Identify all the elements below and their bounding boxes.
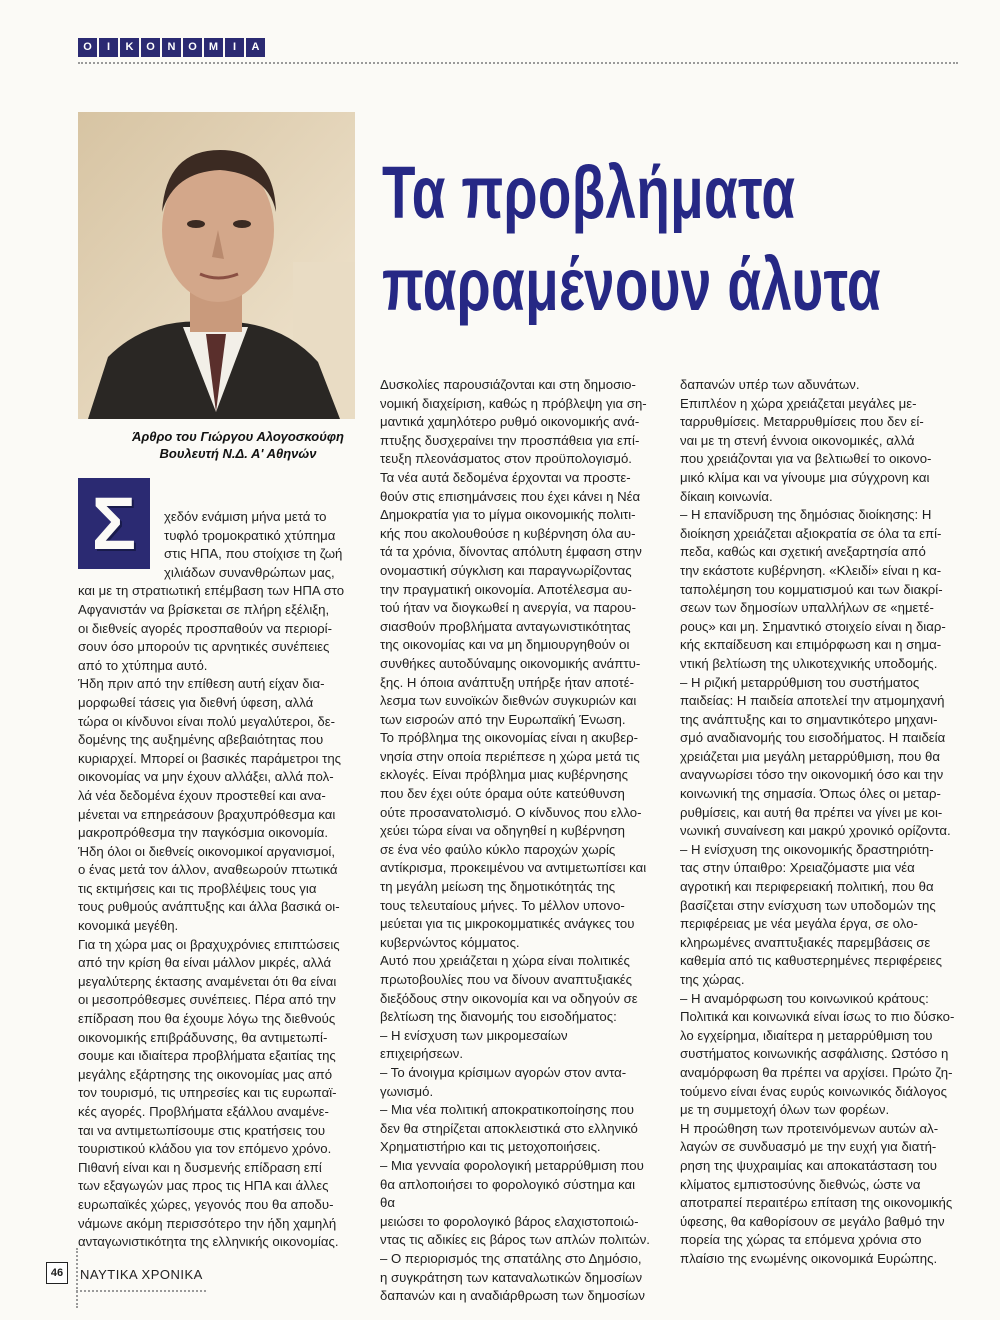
text-line: κλίματος εμπιστοσύνης διεθνώς, ώστε να (680, 1176, 921, 1192)
text-line: ται να αντιμετωπίσουμε στις κρατήσεις του (78, 1122, 326, 1138)
text-line: μένεται να επηρεάσουν βραχυπρόθεσμα και (78, 806, 336, 822)
text-line: μικό κλίμα και να γίνουμε μια σύγχρονη και (680, 469, 930, 485)
text-line: ευρωπαϊκές χώρες, γεγονός που θα αποδυ- (78, 1196, 334, 1212)
text-line: νάμωνε ακόμη περισσότερο την ήδη χαμηλή (78, 1215, 337, 1231)
text-line: κονομικά μεγέθη. (78, 918, 179, 934)
text-line: κληρωμένες αναπτυξιακές παρεμβάσεις σε (680, 934, 931, 950)
text-line: ρηση της ψυχραιμίας και αποκατάσταση του (680, 1157, 938, 1173)
section-letter: Ν (162, 38, 181, 57)
section-letter: Ο (141, 38, 160, 57)
text-line: – Η αναμόρφωση του κοινωνικού κράτους: (680, 990, 929, 1006)
text-line: αντίκρισμα, προκειμένου να αντιμετωπίσει και (380, 860, 647, 876)
portrait-image (78, 112, 355, 419)
column-1-body (78, 582, 350, 1251)
text-line: Ήδη πριν από την επίθεση αυτή είχαν δια- (78, 676, 325, 692)
text-line: βασίζεται στην ενίσχυση των υποδομών της (680, 897, 936, 913)
text-line: τούμενο είναι ένας ευρύς κοινωνικός διάλογος (680, 1083, 948, 1099)
text-line: ύφεσης, θα καθορίσουν σε μεγάλο βαθμό την (680, 1213, 945, 1229)
text-line: σε ένα νέο φαύλο κύκλο παροχών χωρίς (380, 841, 616, 857)
text-line: παιδείας: Η παιδεία αποτελεί την ατμομηχανή (680, 693, 945, 709)
text-line: Επιπλέον η χώρα χρειάζεται μεγάλες με- (680, 395, 917, 411)
caption-author: Άρθρο του Γιώργου Αλογοσκούφη (131, 429, 344, 444)
section-letter: Ι (225, 38, 244, 57)
text-line: επίδραση που θα έχουμε λόγω της διεθνούς (78, 1011, 336, 1027)
text-line: την εκάστοτε κυβέρνηση. «Κλειδί» είναι η κα- (680, 562, 942, 578)
text-line: ονομαστική σύγκλιση και παραγνωρίζοντας (380, 562, 632, 578)
article-caption (78, 428, 398, 462)
text-line: βελτίωση της διανομής του εισοδήματος: (380, 1009, 617, 1025)
text-line: τις εκτιμήσεις και τις προβλέψεις τους για (78, 880, 317, 896)
text-line: τουριστικού κλάδου για τον επόμενο χρόνο. (78, 1141, 332, 1157)
text-line: πορεία της χώρας τα επόμενα χρόνια στο (680, 1232, 922, 1248)
caption-title: Βουλευτή Ν.Δ. Α' Αθηνών (159, 446, 317, 461)
text-line: μαντικά χαμηλότερο ρυθμό οικονομικής ανά- (380, 414, 640, 430)
text-line: Πιθανή είναι και η δυσμενής επίδραση επί (78, 1159, 322, 1175)
text-line: πλαίσιο της ενωμένης οικονομικά Ευρώπης. (680, 1250, 938, 1266)
text-line: σουμε και ιδιαίτερα προβλήματα εξαιτίας της (78, 1048, 336, 1064)
text-column-2 (380, 376, 650, 1306)
text-line: σουν όσο μπορούν τις αρνητικές συνέπειες (78, 639, 330, 655)
text-line: ρους» και μη. Σημαντικό στοιχείο είναι η διαρ- (680, 618, 946, 634)
text-line: τας στην ύπαιθρο: Χρειαζόμαστε μια νέα (680, 860, 915, 876)
text-line: ταρρυθμίσεις. Μεταρρυθμίσεις που δεν εί- (680, 414, 924, 430)
text-line: – Το άνοιγμα κρίσιμων αγορών στον αντα- (380, 1064, 627, 1080)
text-line: Δημοκρατία για το μίγμα οικονομικής πολιτι- (380, 507, 636, 523)
article-headline (382, 147, 881, 331)
text-line: δαπανών υπέρ των αδυνάτων. (680, 377, 860, 392)
text-line: δαπανών και η αναδιάρθρωση των δημοσίων (380, 1288, 645, 1304)
text-line: που δεν έχει ούτε όραμα ούτε κατεύθυνση (380, 786, 625, 802)
text-line: – Η επανίδρυση της δημόσιας διοίκησης: Η (680, 507, 932, 523)
text-line: πεδα, καθώς και σχετική ανεξαρτησία από (680, 544, 926, 560)
section-letter: Α (246, 38, 265, 57)
text-line: λεσμα των ευνοϊκών διεθνών συγκυριών και (380, 693, 637, 709)
text-line: γωνισμό. (380, 1083, 434, 1099)
text-line: ξης. Η όποια ανάπτυξη υπήρξε ήταν αποτέ- (380, 674, 634, 690)
text-line: Αφγανιστάν να βρίσκεται σε πλήρη εξέλιξη, (78, 601, 330, 617)
text-line: νωνική συναίνεση και μακρύ χρονικό ορίζοντα. (680, 823, 951, 839)
text-line: Το πρόβλημα της οικονομίας είναι η ακυβερ- (380, 730, 639, 746)
section-letter: Ο (183, 38, 202, 57)
section-letter: Κ (120, 38, 139, 57)
text-line: σεων των δημοσίων υπαλλήλων σε «ημετέ- (680, 600, 934, 616)
text-line: με τη συμμετοχή όλων των φορέων. (680, 1102, 890, 1118)
text-line: Η προώθηση των προτεινόμενων αυτών αλ- (680, 1120, 939, 1136)
top-divider (78, 62, 958, 64)
text-line: της ανάπτυξης και το σημαντικότερο μηχανι- (680, 711, 938, 727)
text-line: χεδόν ενάμιση μήνα μετά το (164, 509, 327, 524)
text-line: των εξαγωγών μας προς τις ΗΠΑ και άλλες (78, 1178, 329, 1194)
text-column-3 (680, 376, 956, 1269)
text-line: αναμόρφωση θα πρέπει να αρχίσει. Πρώτο ζη- (680, 1064, 953, 1080)
text-line: κοινωνική της σημασία. Όπως όλες οι μεταρ- (680, 786, 941, 802)
text-column-1 (78, 508, 350, 1252)
text-line: οικονομικής επιβράδυνσης, θα αντιμετωπί- (78, 1029, 328, 1045)
text-line: πτυξης δυσχεραίνει την προσπάθεια για επί- (380, 432, 640, 448)
text-line: μεγαλύτερης έκτασης αναμένεται ότι θα είναι (78, 973, 337, 989)
text-line: τους ρυθμούς ανάπτυξης και άλλα βασικά οι- (78, 899, 340, 915)
text-line: της οικονομίας και να μη δημιουργηθούν οι (380, 637, 630, 653)
text-line: λαγών σε συνδυασμό με την ευχή για διατή- (680, 1139, 937, 1155)
drop-cap-letter: Σ (91, 481, 137, 565)
text-line: ταπολέμηση του κομματισμού και των διακρί- (680, 581, 943, 597)
text-line: που χρειάζονται για να βελτιωθεί το οικονο- (680, 451, 932, 467)
text-line: αγροτική και περιφερειακή πολιτική, που θα (680, 879, 934, 895)
text-line: συνθήκες αυτοδύναμης οικονομικής ανάπτυ- (380, 655, 641, 671)
text-line: νησία στην οποία περιέπεσε η χώρα μετά τις (380, 748, 640, 764)
text-line: μεύεται για τις μικροκομματικές ανάγκες του (380, 916, 635, 932)
text-line: κής που ακολουθούσε η κυβέρνηση όλα αυ- (380, 525, 636, 541)
author-photo (78, 112, 355, 419)
headline-line-1: Τα προβλήματα (382, 151, 796, 234)
text-line: διοίκηση χρειάζεται αξιοκρατία σε όλα τα επί- (680, 525, 942, 541)
text-line: δίκαιη κοινωνία. (680, 488, 773, 504)
text-line: οικονομίας να μην έχουν αλλάξει, αλλά πολ- (78, 769, 334, 785)
text-line: χρειάζεται μια μεγάλη μεταρρύθμιση, που θα (680, 748, 940, 764)
text-line: αναγνωρίσει τόσο την οικονομική όσο και την (680, 767, 944, 783)
text-line: ντική βελτίωση της υλικοτεχνικής υποδομής. (680, 655, 938, 671)
section-letter: Μ (204, 38, 223, 57)
text-line: Αυτό που χρειάζεται η χώρα είναι πολιτικές (380, 953, 630, 969)
text-line: τού ήταν να διογκωθεί η ανεργία, να παρου- (380, 600, 637, 616)
text-line: – Ο περιορισμός της σπατάλης στο Δημόσιο, (380, 1250, 642, 1266)
text-line: νομική διαχείριση, καθώς η πρόβλεψη για ση- (380, 395, 647, 411)
text-line: Δυσκολίες παρουσιάζονται και στη δημοσιο- (380, 377, 636, 392)
section-letter: Ι (99, 38, 118, 57)
text-line: μειώσει το φορολογικό βάρος ελαχιστοποιώ- (380, 1213, 639, 1229)
text-line: περιφέρειας με νέα μεγάλα έργα, σε ολο- (680, 916, 918, 932)
text-line: – Η ενίσχυση της οικονομικής δραστηριότη- (680, 841, 934, 857)
text-line: από την κρίση θα είναι μάλλον μικρές, αλλά (78, 955, 332, 971)
text-line: τώρα οι κίνδυνοι είναι πολύ μεγαλύτεροι, δε- (78, 713, 335, 729)
text-line: σιασθούν προβλήματα ανταγωνιστικότητας (380, 618, 631, 634)
text-line: κές αγορές. Προβλήματα εξάλλου αναμένε- (78, 1104, 329, 1119)
text-line: σμό αναδιανομής του εισοδήματος. Η παιδεία (680, 730, 946, 746)
text-line: λά νέα δεδομένα έχουν προστεθεί και ανα- (78, 787, 326, 803)
text-line: ο ένας μετά τον άλλον, αναθεωρούν πτωτικά (78, 862, 338, 878)
text-line: θα απλοποιήσει το φορολογικό σύστημα και θα (380, 1176, 636, 1211)
text-line: των εισροών από την Ευρωπαϊκή Ένωση. (380, 711, 626, 727)
lead-paragraph (164, 508, 350, 582)
text-line: οι διεθνείς αγορές προσπαθούν να περιορί- (78, 620, 332, 636)
headline-line-2: παραμένουν άλυτα (382, 243, 881, 326)
text-line: τους τελευταίους μήνες. Το μέλλον υπονο- (380, 897, 625, 913)
text-line: ρυθμίσεις, και αυτή θα πρέπει να γίνει με κοι- (680, 804, 943, 820)
text-line: λο εγχείρημα, ιδιαίτερα η μεταρρύθμιση του (680, 1027, 933, 1043)
text-line: τον τουρισμό, τις υπηρεσίες και τις ευρωπαϊ- (78, 1085, 337, 1101)
text-line: από το χτύπημα αυτό. (78, 657, 208, 673)
text-line: μεγάλης εξάρτησης της οικονομίας μας από (78, 1066, 333, 1082)
text-line: η συγκράτηση των καταναλωτικών δημοσίων (380, 1269, 643, 1285)
text-line: τά τα χρόνια, δίνοντας απόλυτη έμφαση στην (380, 544, 642, 560)
text-line: οι μεσοπρόθεσμες συνέπειες. Πέρα από την (78, 992, 336, 1008)
section-label (78, 38, 267, 57)
text-line: δομένης της αυξημένης αβεβαιότητας που (78, 732, 324, 748)
text-line: τυφλό τρομοκρατικό χτύπημα (164, 527, 336, 543)
text-line: ανταγωνιστικότητα της ελληνικής οικονομίας. (78, 1234, 339, 1250)
text-line: Χρηματιστήριο και τις μετοχοποιήσεις. (380, 1139, 601, 1155)
text-line: την πραγματική οικονομία. Αποτέλεσμα αυ- (380, 581, 632, 597)
text-line: Πολιτικά και κοινωνικά είναι ίσως το πιο δύσκο- (680, 1009, 955, 1025)
text-line: εκλογές. Είναι πρόβλημα μιας κυβέρνησης (380, 767, 628, 783)
text-line: διεξόδους στην οικονομία και να οδηγούν σε (380, 990, 638, 1006)
text-line: της χώρας. (680, 972, 745, 987)
text-line: ναι με τη στενή έννοια οικονομικές, αλλά (680, 432, 915, 448)
text-line: κυβερνώντος κόμματος. (380, 934, 520, 950)
footer-divider-vertical (76, 1248, 78, 1308)
text-line: τευξη πλεονάσματος στον προϋπολογισμό. (380, 451, 632, 467)
text-line: χεύει τώρα είναι να οδηγηθεί η κυβέρνηση (380, 823, 626, 839)
text-line: ντας τις αδικίες εις βάρος των απλών πολιτών. (380, 1232, 650, 1248)
text-line: χιλιάδων συνανθρώπων μας, (164, 564, 335, 580)
text-line: – Μια νέα πολιτική αποκρατικοποίησης που (380, 1102, 634, 1118)
text-line: κυριαρχεί. Μπορεί οι βασικές παράμετροι της (78, 750, 342, 766)
section-letter: Ο (78, 38, 97, 57)
text-line: Τα νέα αυτά δεδομένα έρχονται να προστε- (380, 469, 631, 485)
text-line: μακροπρόθεσμα την παγκόσμια οικονομία. (78, 825, 329, 841)
text-line: θούν στις επισημάνσεις που έχει κάνει η Νέα (380, 488, 641, 504)
text-line: ούτε προσανατολισμό. Ο κίνδυνος που ελλο- (380, 804, 642, 820)
text-line: καθεμία από τις καθυστερημένες περιφέρειες (680, 953, 942, 969)
text-line: Για τη χώρα μας οι βραχυχρόνιες επιπτώσεις (78, 936, 340, 952)
text-line: κής εκπαίδευση και επιμόρφωση και η σημα- (680, 637, 942, 653)
text-line: – Η ενίσχυση των μικρομεσαίων επιχειρήσεων. (380, 1027, 568, 1062)
page-number: 46 (46, 1262, 68, 1284)
text-line: τη μεγάλη μείωση της δημοτικότητάς της (380, 879, 616, 895)
text-line: συστήματος κοινωνικής ασφάλισης. Ωστόσο η (680, 1046, 949, 1062)
text-line: αποτραπεί περαιτέρω επίταση της οικονομικής (680, 1195, 953, 1211)
text-line: δεν θα στηρίζεται αποκλειστικά στο ελληνικό (380, 1120, 638, 1136)
text-line: – Μια γενναία φορολογική μεταρρύθμιση που (380, 1157, 644, 1173)
magazine-name: ΝΑΥΤΙΚΑ ΧΡΟΝΙΚΑ (80, 1267, 203, 1282)
text-line: – Η ριζική μεταρρύθμιση του συστήματος (680, 674, 920, 690)
text-line: μορφωθεί τάσεις για διεθνή ύφεση, αλλά (78, 694, 314, 710)
text-line: Ήδη όλοι οι διεθνείς οικονομικοί αργανισμοί, (78, 843, 336, 859)
text-line: πρωτοβουλίες που να δίνουν αναπτυξιακές (380, 972, 632, 987)
text-line: στις ΗΠΑ, που στοίχισε τη ζωή (164, 546, 343, 562)
text-line: και με τη στρατιωτική επέμβαση των ΗΠΑ στο (78, 583, 345, 599)
footer-divider-horizontal (76, 1290, 206, 1292)
